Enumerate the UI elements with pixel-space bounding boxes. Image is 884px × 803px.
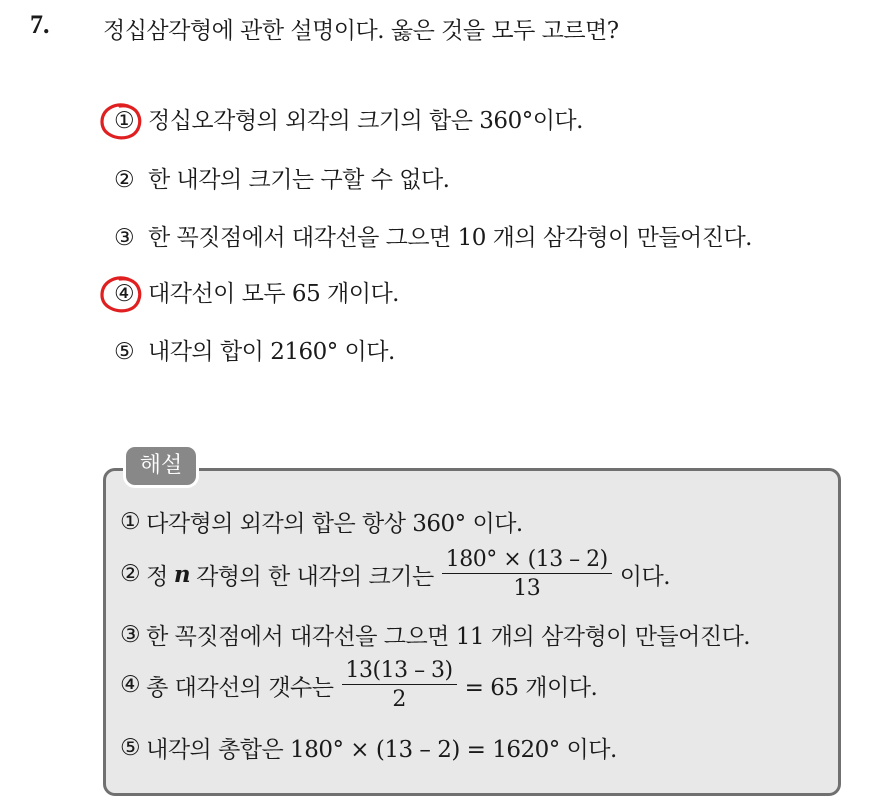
fraction-denominator: 13 [513, 576, 541, 602]
solution-line-2-post: 이다. [619, 563, 671, 590]
solution-line-2-mid: 각형의 한 내각의 크기는 [196, 563, 434, 590]
solution-line-4-mark: ④ [120, 672, 141, 699]
solution-line-4 [120, 658, 597, 713]
solution-line-1-text: 다각형의 외각의 합은 항상 360° 이다. [146, 511, 523, 537]
solution-line-4-fraction [342, 658, 457, 713]
solution-line-3 [120, 618, 750, 651]
choice-4-mark: ④ [108, 281, 140, 307]
choice-5-mark: ⑤ [113, 339, 135, 365]
fraction-numerator: 180° × (13 – 2) [442, 547, 612, 574]
choice-4[interactable] [108, 275, 399, 308]
choice-5-text: 내각의 합이 2160° 이다. [148, 339, 395, 365]
choice-5[interactable] [108, 333, 395, 366]
solution-tag: 해설 [126, 447, 196, 485]
choice-1-text: 정십오각형의 외각의 크기의 합은 360°이다. [148, 108, 583, 134]
question-number: 7. [30, 10, 50, 39]
solution-line-2-var: n [173, 560, 191, 588]
solution-line-1-mark: ① [120, 508, 141, 535]
choice-3-mark: ③ [113, 225, 135, 251]
choice-2[interactable] [108, 161, 449, 194]
choice-3-text: 한 꼭짓점에서 대각선을 그으면 10 개의 삼각형이 만들어진다. [148, 225, 752, 251]
solution-line-4-post: = 65 개이다. [464, 674, 598, 701]
choice-4-text: 대각선이 모두 65 개이다. [148, 281, 399, 307]
choice-1-mark: ① [108, 108, 140, 134]
solution-line-5 [120, 731, 617, 764]
question-text: 정십삼각형에 관한 설명이다. 옳은 것을 모두 고르면? [103, 18, 619, 44]
solution-line-2-mark: ② [120, 561, 141, 588]
solution-line-4-pre: 총 대각선의 갯수는 [146, 674, 334, 701]
choice-2-text: 한 내각의 크기는 구할 수 없다. [148, 167, 450, 193]
solution-line-1 [120, 505, 523, 538]
solution-line-3-text: 한 꼭짓점에서 대각선을 그으면 11 개의 삼각형이 만들어진다. [146, 624, 751, 650]
solution-line-2-fraction [442, 547, 612, 602]
choice-1[interactable] [108, 102, 583, 135]
solution-line-3-mark: ③ [120, 621, 141, 648]
solution-line-2-pre: 정 [146, 563, 168, 590]
choice-3[interactable] [108, 219, 752, 252]
solution-line-5-text: 내각의 총합은 180° × (13 – 2) = 1620° 이다. [146, 737, 617, 763]
solution-line-2 [120, 547, 670, 602]
solution-line-5-mark: ⑤ [120, 734, 141, 761]
fraction-numerator: 13(13 – 3) [342, 658, 457, 685]
fraction-denominator: 2 [392, 687, 406, 713]
choice-2-mark: ② [113, 167, 135, 193]
